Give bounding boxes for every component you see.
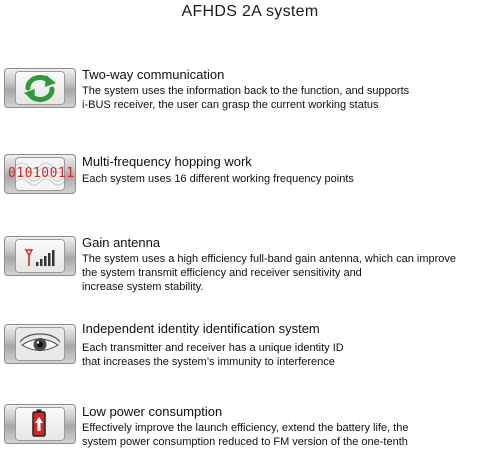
feature-title: Low power consumption <box>82 404 223 419</box>
feature-title: Independent identity identification system <box>82 321 320 336</box>
feature-description-line: i-BUS receiver, the user can grasp the current working status <box>82 99 379 111</box>
feature-description-line: The system uses a high efficiency full-band gain antenna, which can improve <box>82 253 457 265</box>
refresh-arrows-icon-tile <box>4 68 76 108</box>
feature-description <box>82 421 497 449</box>
battery-arrow-icon-tile <box>4 404 76 444</box>
feature-title: Multi-frequency hopping work <box>82 154 252 169</box>
feature-description-line: Each transmitter and receiver has a unique identity ID <box>82 342 344 354</box>
feature-description-line: Each system uses 16 different working frequency points <box>82 173 354 185</box>
feature-description <box>82 172 497 186</box>
feature-description <box>82 341 497 369</box>
eye-icon-tile <box>4 324 76 364</box>
antenna-signal-icon-tile <box>4 236 76 276</box>
feature-title: Gain antenna <box>82 235 161 250</box>
feature-description-line: increase system stability. <box>82 281 204 293</box>
feature-description-line: that increases the system’s immunity to interference <box>82 356 335 368</box>
feature-description <box>82 84 497 112</box>
binary-signal-icon-tile <box>4 154 76 194</box>
feature-description-line: the system transmit efficiency and receiver sensitivity and <box>82 267 362 279</box>
feature-description <box>82 252 497 294</box>
feature-description-line: Effectively improve the launch efficiency, extend the battery life, the <box>82 422 409 434</box>
feature-multi-frequency-hopping <box>0 148 500 208</box>
feature-identity-identification <box>0 318 500 378</box>
battery-arrow-icon <box>16 408 64 440</box>
feature-title: Two-way communication <box>82 67 225 82</box>
eye-icon <box>16 328 64 360</box>
feature-two-way-communication <box>0 62 500 122</box>
page-title: AFHDS 2A system <box>181 3 319 20</box>
refresh-arrows-icon <box>16 72 64 104</box>
binary-signal-icon: 01010011 <box>8 166 75 181</box>
antenna-signal-icon <box>16 240 64 272</box>
feature-description-line: The system uses the information back to the function, and supports <box>82 85 410 97</box>
feature-low-power-consumption <box>0 400 500 460</box>
feature-gain-antenna <box>0 228 500 293</box>
feature-description-line: system power consumption reduced to FM version of the one-tenth <box>82 436 408 448</box>
